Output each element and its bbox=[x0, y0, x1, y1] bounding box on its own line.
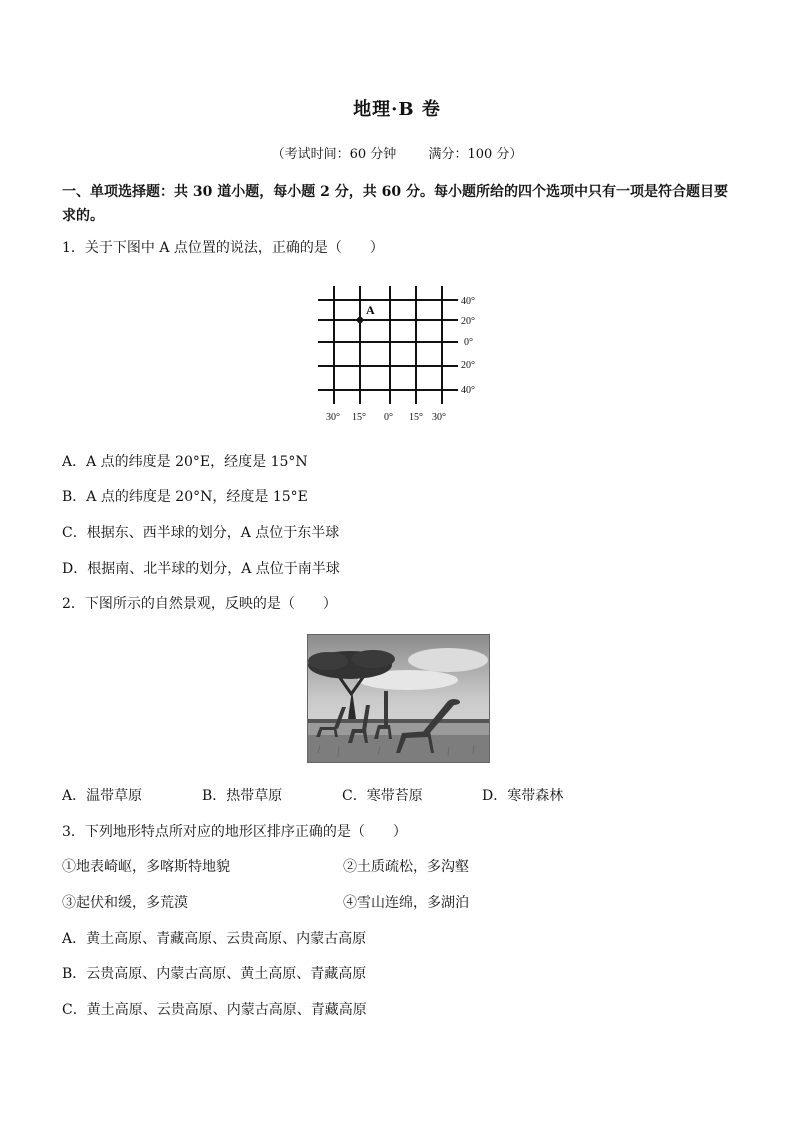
question-3-feature-1: ①地表崎岖，多喀斯特地貌 bbox=[62, 859, 230, 875]
question-2-option-c: C．寒带苔原 bbox=[342, 788, 423, 804]
lon-label: 15° bbox=[352, 412, 366, 423]
savanna-giraffes-photo bbox=[307, 634, 490, 763]
question-3-stem: 3．下列地形特点所对应的地形区排序正确的是（ ） bbox=[62, 824, 407, 840]
lat-label: 40° bbox=[461, 296, 475, 307]
question-3-feature-2: ②土质疏松，多沟壑 bbox=[343, 859, 469, 875]
lon-label: 30° bbox=[432, 412, 446, 423]
question-3-features-row-2 bbox=[62, 893, 469, 913]
question-3-features-row-1 bbox=[62, 857, 469, 877]
question-1-option-c: C．根据东、西半球的划分，A 点位于东半球 bbox=[62, 525, 340, 541]
question-1-option-b: B．A 点的纬度是 20°N，经度是 15°E bbox=[62, 489, 308, 505]
question-1-stem: 1．关于下图中 A 点位置的说法，正确的是（ ） bbox=[62, 240, 384, 256]
question-3-feature-4: ④雪山连绵，多湖泊 bbox=[343, 895, 469, 911]
exam-time: （考试时间：60 分钟 bbox=[271, 147, 397, 162]
question-2-options bbox=[62, 786, 563, 806]
question-3-option-a: A．黄土高原、青藏高原、云贵高原、内蒙古高原 bbox=[62, 931, 367, 947]
question-2-option-d: D．寒带森林 bbox=[482, 788, 564, 804]
lat-label: 20° bbox=[461, 360, 475, 371]
lon-label: 30° bbox=[326, 412, 340, 423]
point-a-marker bbox=[357, 317, 363, 323]
point-a-label: A bbox=[366, 303, 375, 317]
exam-score: 满分：100 分） bbox=[428, 147, 523, 162]
question-3-feature-3: ③起伏和缓，多荒漠 bbox=[62, 895, 188, 911]
question-2-option-a: A．温带草原 bbox=[62, 788, 143, 804]
lat-label: 20° bbox=[461, 316, 475, 327]
section-heading: 一、单项选择题：共 30 道小题，每小题 2 分，共 60 分。每小题所给的四个选项中只有一项是符合题目要求的。 bbox=[62, 184, 728, 224]
page-title: 地理·B 卷 bbox=[353, 99, 441, 120]
question-3-option-c: C．黄土高原、云贵高原、内蒙古高原、青藏高原 bbox=[62, 1002, 367, 1018]
question-1-option-a: A．A 点的纬度是 20°E，经度是 15°N bbox=[62, 454, 308, 470]
lon-label: 0° bbox=[384, 412, 393, 423]
exam-info bbox=[0, 143, 794, 162]
question-1-option-d: D．根据南、北半球的划分，A 点位于南半球 bbox=[62, 561, 340, 577]
lat-lon-grid-figure bbox=[314, 282, 486, 424]
lat-label: 0° bbox=[464, 337, 473, 348]
question-2-option-b: B．热带草原 bbox=[202, 788, 283, 804]
lon-label: 15° bbox=[409, 412, 423, 423]
lat-label: 40° bbox=[461, 385, 475, 396]
question-2-stem: 2．下图所示的自然景观，反映的是（ ） bbox=[62, 596, 337, 612]
question-3-option-b: B．云贵高原、内蒙古高原、黄土高原、青藏高原 bbox=[62, 966, 367, 982]
